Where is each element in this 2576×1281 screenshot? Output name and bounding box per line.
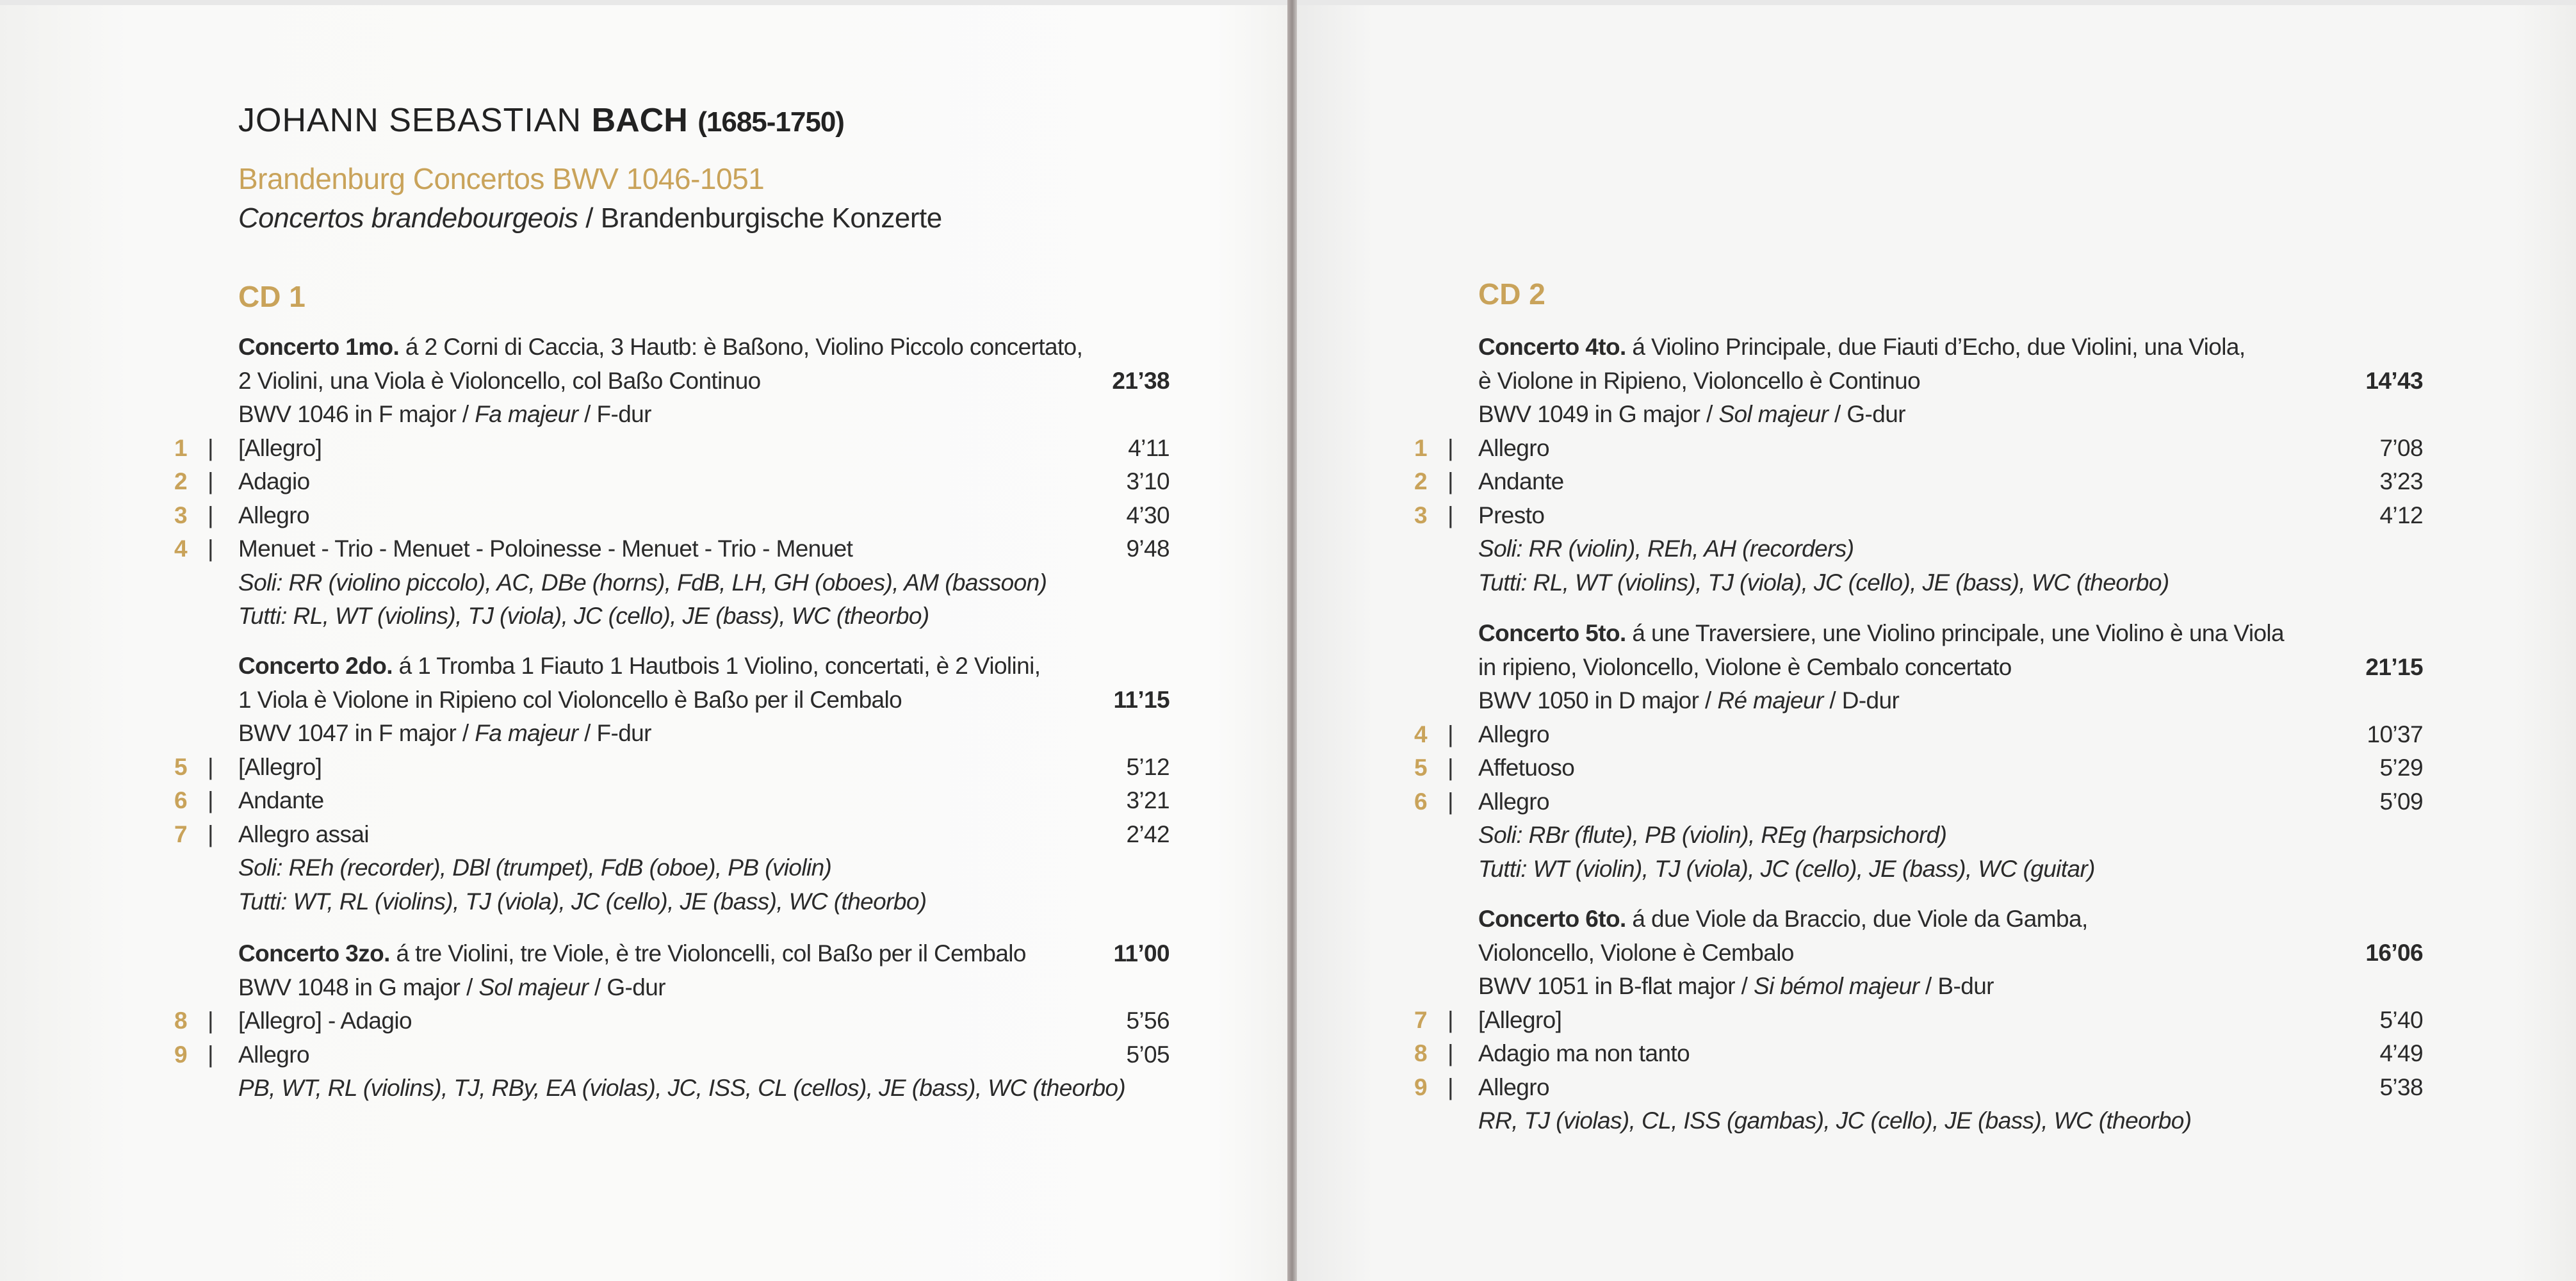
concerto-description-line bbox=[1478, 936, 2423, 970]
track-separator: | bbox=[1447, 502, 1454, 528]
concerto-description: Concerto 2do. á 1 Tromba 1 Fiauto 1 Hautbois 1 Violino, concertati, è 2 Violini, bbox=[238, 653, 1041, 679]
track-separator: | bbox=[1447, 755, 1454, 781]
track-duration: 5’56 bbox=[1126, 1008, 1170, 1034]
concerto-total-duration: 11’00 bbox=[1113, 940, 1170, 967]
track-separator: | bbox=[208, 753, 214, 780]
track-duration: 4’11 bbox=[1128, 434, 1170, 461]
track-row bbox=[174, 465, 1170, 499]
track-duration: 7’08 bbox=[2379, 434, 2423, 461]
performers-note: Tutti: RL, WT (violins), TJ (viola), JC (cello), JE (bass), WC (theorbo) bbox=[238, 603, 929, 629]
track-duration: 5’29 bbox=[2379, 755, 2423, 781]
track-number: 2 bbox=[174, 468, 187, 494]
concerto-block bbox=[174, 649, 1170, 918]
track-separator: | bbox=[1447, 721, 1454, 747]
concerto-description-line bbox=[1478, 617, 2423, 651]
track-row bbox=[174, 432, 1170, 466]
track-title: Allegro bbox=[1478, 434, 1549, 461]
track-row bbox=[174, 784, 1170, 818]
track-number: 4 bbox=[174, 535, 187, 562]
concerto-total-duration: 11’15 bbox=[1113, 686, 1170, 713]
track-duration: 2’42 bbox=[1126, 820, 1170, 847]
key-german: / G-dur bbox=[1828, 401, 1905, 427]
concerto-description-line bbox=[1478, 364, 2423, 398]
concerto-description-line bbox=[238, 649, 1170, 683]
track-row bbox=[1414, 499, 2423, 533]
concerto-description-line bbox=[238, 330, 1170, 364]
cd2-label: CD 2 bbox=[1478, 277, 1545, 311]
performers-note: Soli: RBr (flute), PB (violin), REg (harpsichord) bbox=[1478, 822, 1947, 848]
track-row bbox=[174, 1004, 1170, 1038]
track-title: Andante bbox=[1478, 468, 1564, 494]
concerto-block bbox=[174, 937, 1170, 1106]
track-duration: 5’09 bbox=[2379, 788, 2423, 815]
track-separator: | bbox=[208, 502, 214, 528]
track-number: 8 bbox=[1414, 1040, 1427, 1066]
track-row bbox=[1414, 751, 2423, 785]
key-french: Sol majeur bbox=[478, 974, 589, 1000]
concerto-description-line bbox=[238, 937, 1170, 971]
performers-note: Soli: RR (violin), REh, AH (recorders) bbox=[1478, 535, 1854, 562]
track-title: Presto bbox=[1478, 502, 1545, 528]
track-separator: | bbox=[1447, 1006, 1454, 1033]
track-title: Adagio bbox=[238, 468, 310, 494]
track-row bbox=[1414, 1071, 2423, 1105]
track-separator: | bbox=[208, 787, 214, 813]
track-number: 6 bbox=[1414, 788, 1427, 815]
track-number: 8 bbox=[174, 1008, 187, 1034]
subtitle-french: Concertos brandebourgeois bbox=[238, 202, 578, 234]
track-number: 1 bbox=[174, 434, 187, 461]
track-row bbox=[1414, 718, 2423, 752]
track-number: 1 bbox=[1414, 434, 1427, 461]
bwv-key-line bbox=[238, 971, 1170, 1005]
bwv-key-line bbox=[1478, 398, 2423, 432]
track-number: 9 bbox=[174, 1041, 187, 1068]
track-title: [Allegro] bbox=[238, 434, 322, 461]
bwv-key-line bbox=[1478, 970, 2423, 1004]
bwv-number: BWV 1046 in F major / bbox=[238, 401, 475, 427]
track-separator: | bbox=[1447, 1073, 1454, 1100]
track-number: 7 bbox=[174, 820, 187, 847]
composer-heading bbox=[238, 101, 844, 140]
track-number: 7 bbox=[1414, 1006, 1427, 1033]
track-duration: 10’37 bbox=[2367, 721, 2423, 747]
track-separator: | bbox=[208, 820, 214, 847]
composer-first-name: JOHANN SEBASTIAN bbox=[238, 102, 582, 139]
track-separator: | bbox=[1447, 468, 1454, 494]
key-german: / B-dur bbox=[1919, 973, 1994, 999]
bwv-number: BWV 1048 in G major / bbox=[238, 974, 479, 1000]
subtitle-separator: / bbox=[578, 202, 601, 234]
concerto-description: Concerto 6to. á due Viole da Braccio, due Viole da Gamba, bbox=[1478, 906, 2088, 932]
track-duration: 5’38 bbox=[2379, 1073, 2423, 1100]
track-title: [Allegro] bbox=[1478, 1006, 1562, 1033]
track-duration: 5’12 bbox=[1126, 753, 1170, 780]
track-title: [Allegro] - Adagio bbox=[238, 1008, 412, 1034]
concerto-name: Concerto 1mo. bbox=[238, 334, 400, 360]
concerto-description: 1 Viola è Violone in Ripieno col Violoncello è Baßo per il Cembalo bbox=[238, 686, 902, 713]
key-german: / G-dur bbox=[588, 974, 665, 1000]
left-page bbox=[0, 5, 1287, 1281]
track-separator: | bbox=[208, 1041, 214, 1068]
key-french: Fa majeur bbox=[475, 720, 578, 746]
track-separator: | bbox=[208, 434, 214, 461]
performers-note: Soli: REh (recorder), DBl (trumpet), FdB (oboe), PB (violin) bbox=[238, 854, 832, 881]
track-duration: 4’30 bbox=[1126, 502, 1170, 528]
track-duration: 3’23 bbox=[2379, 468, 2423, 494]
track-title: Allegro assai bbox=[238, 820, 370, 847]
concerto-name: Concerto 2do. bbox=[238, 653, 393, 679]
track-duration: 4’49 bbox=[2379, 1040, 2423, 1066]
track-title: Allegro bbox=[1478, 1073, 1549, 1100]
track-duration: 3’10 bbox=[1126, 468, 1170, 494]
track-title: Menuet - Trio - Menuet - Poloinesse - Menuet - Trio - Menuet bbox=[238, 535, 853, 562]
bwv-key bbox=[1478, 398, 1905, 432]
bwv-key-line bbox=[238, 398, 1170, 432]
bwv-key-line bbox=[1478, 684, 2423, 718]
track-row bbox=[174, 532, 1170, 566]
bwv-key bbox=[1478, 684, 1899, 718]
track-duration: 5’40 bbox=[2379, 1006, 2423, 1033]
performers-note: Tutti: RL, WT (violins), TJ (viola), JC (cello), JE (bass), WC (theorbo) bbox=[1478, 569, 2169, 596]
work-title: Brandenburg Concertos BWV 1046-1051 bbox=[238, 162, 765, 195]
concerto-description-line bbox=[238, 364, 1170, 398]
track-duration: 3’21 bbox=[1126, 787, 1170, 813]
track-title: Allegro bbox=[238, 502, 309, 528]
concerto-description-line bbox=[1478, 330, 2423, 364]
concerto-description-line bbox=[1478, 651, 2423, 685]
track-title: Adagio ma non tanto bbox=[1478, 1040, 1690, 1066]
concerto-name: Concerto 4to. bbox=[1478, 334, 1626, 360]
track-separator: | bbox=[208, 535, 214, 562]
concerto-block bbox=[174, 330, 1170, 633]
track-row bbox=[1414, 785, 2423, 819]
track-row bbox=[174, 751, 1170, 785]
performers-note: Tutti: WT, RL (violins), TJ (viola), JC (cello), JE (bass), WC (theorbo) bbox=[238, 888, 927, 915]
performers-note: RR, TJ (violas), CL, ISS (gambas), JC (cello), JE (bass), WC (theorbo) bbox=[1478, 1107, 2192, 1134]
composer-last-name: BACH bbox=[591, 102, 688, 139]
track-title: Allegro bbox=[1478, 721, 1549, 747]
bwv-key-line bbox=[238, 717, 1170, 751]
track-title: Allegro bbox=[1478, 788, 1549, 815]
concerto-block bbox=[1414, 617, 2423, 886]
book-gutter bbox=[1287, 0, 1297, 1281]
concerto-total-duration: 14’43 bbox=[2365, 367, 2423, 394]
track-number: 5 bbox=[1414, 755, 1427, 781]
track-row bbox=[1414, 1004, 2423, 1038]
track-separator: | bbox=[208, 468, 214, 494]
key-german: / F-dur bbox=[578, 401, 651, 427]
track-number: 3 bbox=[1414, 502, 1427, 528]
track-row bbox=[1414, 465, 2423, 499]
concerto-name: Concerto 3zo. bbox=[238, 940, 390, 967]
track-title: Allegro bbox=[238, 1041, 309, 1068]
concerto-description-line bbox=[1478, 902, 2423, 936]
subtitle-german: Brandenburgische Konzerte bbox=[600, 202, 942, 234]
track-separator: | bbox=[1447, 434, 1454, 461]
concerto-total-duration: 16’06 bbox=[2365, 939, 2423, 966]
concerto-total-duration: 21’15 bbox=[2365, 653, 2423, 680]
track-number: 5 bbox=[174, 753, 187, 780]
bwv-number: BWV 1047 in F major / bbox=[238, 720, 475, 746]
track-row bbox=[174, 499, 1170, 533]
concerto-description: Concerto 5to. á une Traversiere, une Violino principale, une Violino è una Viola bbox=[1478, 620, 2285, 646]
key-french: Fa majeur bbox=[475, 401, 578, 427]
bwv-key bbox=[238, 971, 665, 1005]
bwv-number: BWV 1050 in D major / bbox=[1478, 687, 1718, 714]
concerto-name: Concerto 6to. bbox=[1478, 906, 1626, 932]
concerto-block bbox=[1414, 902, 2423, 1138]
track-number: 9 bbox=[1414, 1073, 1427, 1100]
track-duration: 4’12 bbox=[2379, 502, 2423, 528]
concerto-block bbox=[1414, 330, 2423, 600]
track-title: Andante bbox=[238, 787, 324, 813]
track-number: 3 bbox=[174, 502, 187, 528]
bwv-key bbox=[238, 398, 651, 432]
bwv-number: BWV 1051 in B-flat major / bbox=[1478, 973, 1754, 999]
track-row bbox=[1414, 1037, 2423, 1071]
track-separator: | bbox=[208, 1008, 214, 1034]
concerto-description: 2 Violini, una Viola è Violoncello, col Baßo Continuo bbox=[238, 367, 761, 394]
concerto-name: Concerto 5to. bbox=[1478, 620, 1626, 646]
composer-dates: (1685-1750) bbox=[697, 106, 844, 138]
track-number: 2 bbox=[1414, 468, 1427, 494]
track-separator: | bbox=[1447, 788, 1454, 815]
concerto-description: Concerto 1mo. á 2 Corni di Caccia, 3 Hautb: è Baßono, Violino Piccolo concertato, bbox=[238, 334, 1083, 360]
right-page bbox=[1297, 5, 2576, 1281]
bwv-key bbox=[1478, 970, 1994, 1004]
concerto-total-duration: 21’38 bbox=[1112, 367, 1170, 394]
track-row bbox=[174, 818, 1170, 852]
track-row bbox=[174, 1038, 1170, 1072]
key-german: / D-dur bbox=[1823, 687, 1900, 714]
track-title: [Allegro] bbox=[238, 753, 322, 780]
performers-note: PB, WT, RL (violins), TJ, RBy, EA (violas), JC, ISS, CL (cellos), JE (bass), WC (theorbo) bbox=[238, 1075, 1126, 1101]
concerto-description: è Violone in Ripieno, Violoncello è Continuo bbox=[1478, 367, 1921, 394]
track-number: 6 bbox=[174, 787, 187, 813]
bwv-key bbox=[238, 717, 651, 751]
key-german: / F-dur bbox=[578, 720, 651, 746]
track-row bbox=[1414, 432, 2423, 466]
track-number: 4 bbox=[1414, 721, 1427, 747]
concerto-description: in ripieno, Violoncello, Violone è Cembalo concertato bbox=[1478, 653, 2012, 680]
concerto-description: Violoncello, Violone è Cembalo bbox=[1478, 939, 1794, 966]
track-title: Affetuoso bbox=[1478, 755, 1575, 781]
work-subtitle bbox=[238, 202, 942, 234]
key-french: Ré majeur bbox=[1717, 687, 1823, 714]
track-separator: | bbox=[1447, 1040, 1454, 1066]
bwv-number: BWV 1049 in G major / bbox=[1478, 401, 1719, 427]
cd1-label: CD 1 bbox=[238, 280, 306, 313]
key-french: Sol majeur bbox=[1718, 401, 1829, 427]
concerto-description: Concerto 3zo. á tre Violini, tre Viole, è tre Violoncelli, col Baßo per il Cembalo bbox=[238, 940, 1026, 967]
performers-note: Soli: RR (violino piccolo), AC, DBe (horns), FdB, LH, GH (oboes), AM (bassoon) bbox=[238, 569, 1047, 596]
concerto-description: Concerto 4to. á Violino Principale, due Fiauti d’Echo, due Violini, una Viola, bbox=[1478, 334, 2246, 360]
key-french: Si bémol majeur bbox=[1754, 973, 1920, 999]
performers-note: Tutti: WT (violin), TJ (viola), JC (cello), JE (bass), WC (guitar) bbox=[1478, 855, 2095, 882]
track-duration: 5’05 bbox=[1126, 1041, 1170, 1068]
concerto-description-line bbox=[238, 683, 1170, 717]
track-duration: 9’48 bbox=[1126, 535, 1170, 562]
